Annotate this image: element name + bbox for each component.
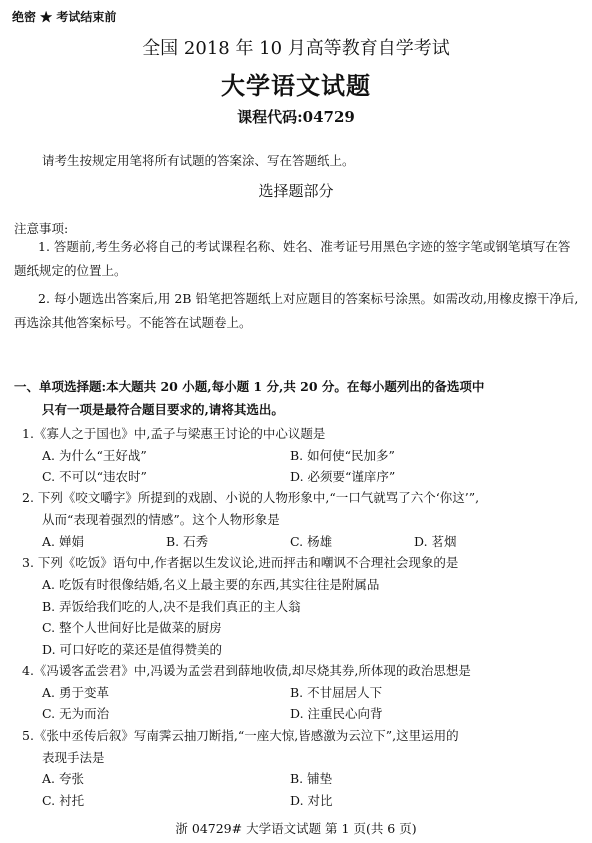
option-c: C. 无为而治 <box>42 706 110 721</box>
option-b: B. 弄饭给我们吃的人,决不是我们真正的主人翁 <box>42 599 301 614</box>
option-b: B. 石秀 <box>166 534 209 549</box>
paper-title: 大学语文试题 <box>221 71 371 100</box>
option-c: C. 杨雄 <box>290 534 333 549</box>
option-a: A. 为什么“王好战” <box>42 448 147 463</box>
option-b: B. 铺垫 <box>290 771 333 786</box>
option-b: B. 不甘屈居人下 <box>290 685 383 700</box>
question-stem: 1.《寡人之于国也》中,孟子与梁惠王讨论的中心议题是 <box>22 426 326 441</box>
course-code: 课程代码:04729 <box>237 108 355 126</box>
note-item: 1. 答题前,考生务必将自己的考试课程名称、姓名、准考证号用黑色字迹的签字笔或钢笔填写在答题纸规定的位置上。 <box>14 239 571 278</box>
answer-instruction: 请考生按规定用笔将所有试题的答案涂、写在答题纸上。 <box>42 153 355 168</box>
section-title: 选择题部分 <box>258 182 334 200</box>
secret-label: 绝密 ★ 考试结束前 <box>12 10 117 24</box>
option-a: A. 婵娟 <box>42 534 84 549</box>
option-d: D. 对比 <box>290 793 333 808</box>
option-a: A. 夸张 <box>42 771 84 786</box>
question-stem: 4.《冯谖客孟尝君》中,冯谖为孟尝君到薛地收债,却尽烧其券,所体现的政治思想是 <box>22 663 471 678</box>
option-d: D. 茗烟 <box>414 534 457 549</box>
option-a: A. 勇于变革 <box>42 685 109 700</box>
option-c: C. 不可以“违农时” <box>42 469 147 484</box>
option-c: C. 整个人世间好比是做菜的厨房 <box>42 620 222 635</box>
option-d: D. 必须要“谨庠序” <box>290 469 396 484</box>
question-stem-continued: 表现手法是 <box>42 750 105 765</box>
question-stem: 3. 下列《吃饭》语句中,作者据以生发议论,进而抨击和嘲讽不合理社会现象的是 <box>22 555 459 570</box>
notes-heading: 注意事项: <box>14 221 69 236</box>
page-footer: 浙 04729# 大学语文试题 第 1 页(共 6 页) <box>175 821 417 836</box>
exam-title: 全国 2018 年 10 月高等教育自学考试 <box>142 38 450 59</box>
option-b: B. 如何使“民加多” <box>290 448 395 463</box>
option-d: D. 可口好吃的菜还是值得赞美的 <box>42 642 223 657</box>
option-c: C. 衬托 <box>42 793 85 808</box>
question-stem: 2. 下列《咬文嚼字》所提到的戏剧、小说的人物形象中,“一口气就骂了六个‘你这’”, <box>22 490 480 505</box>
option-d: D. 注重民心向背 <box>290 706 383 721</box>
option-a: A. 吃饭有时很像结婚,名义上最主要的东西,其实往往是附属品 <box>42 577 380 592</box>
part-heading: 一、单项选择题:本大题共 20 小题,每小题 1 分,共 20 分。在每小题列出的备选项中 <box>14 379 485 394</box>
part-heading-continued: 只有一项是最符合题目要求的,请将其选出。 <box>42 402 284 417</box>
question-stem: 5.《张中丞传后叙》写南霁云抽刀断指,“一座大惊,皆感激为云泣下”,这里运用的 <box>22 728 459 743</box>
question-stem-continued: 从而“表现着强烈的情感”。这个人物形象是 <box>42 512 280 527</box>
note-item: 2. 每小题选出答案后,用 2B 铅笔把答题纸上对应题目的答案标号涂黑。如需改动,用橡皮擦干净后,再选涂其他答案标号。不能答在试题卷上。 <box>14 291 579 330</box>
